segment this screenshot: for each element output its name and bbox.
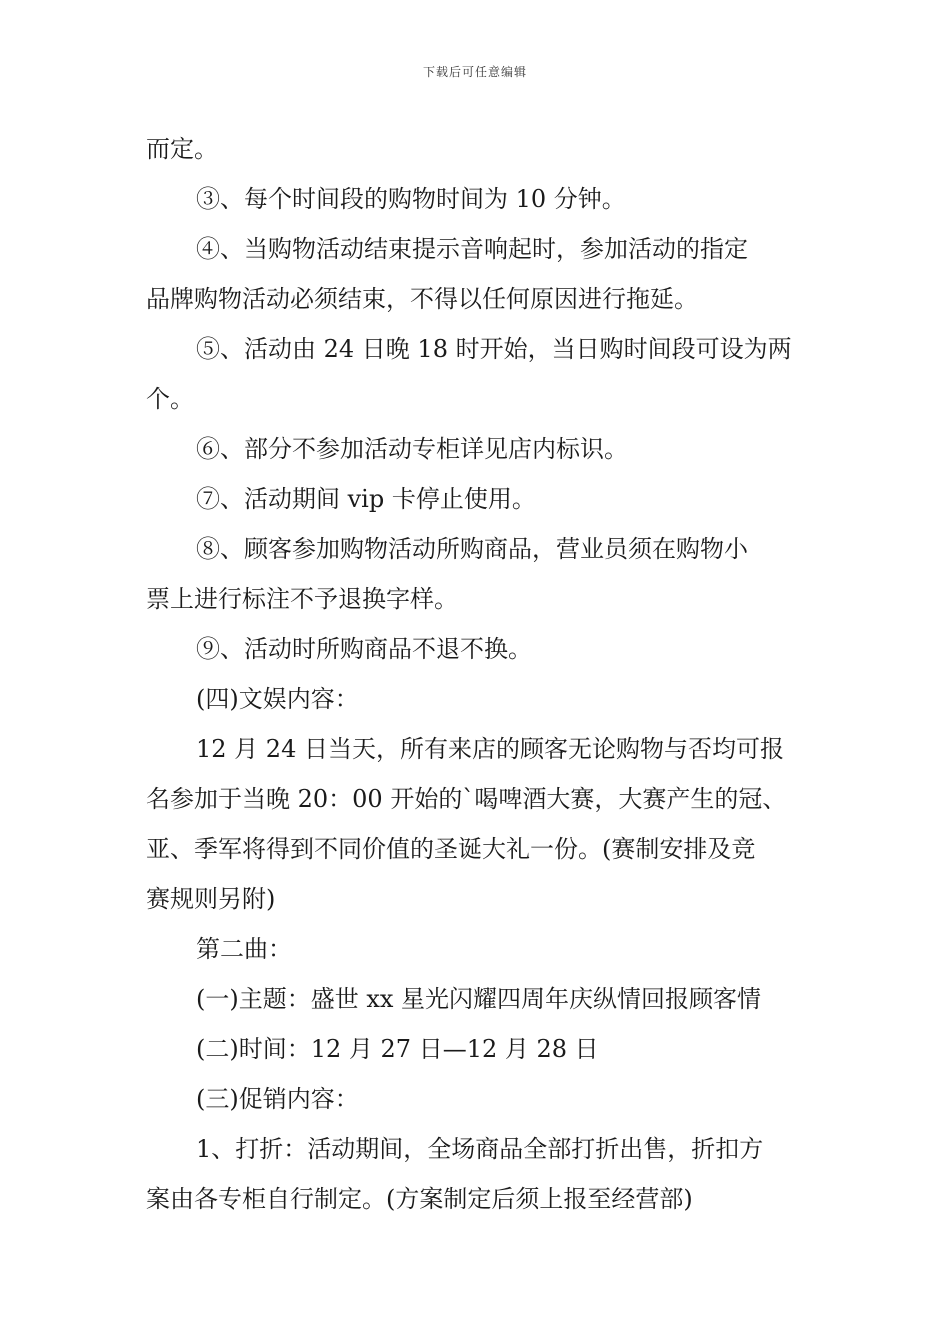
text-line: (三)促销内容： (196, 1085, 359, 1113)
page-header: 下载后可任意编辑 (422, 65, 527, 79)
text-line: 票上进行标注不予退换字样。 (146, 585, 458, 613)
text-line: ⑨、活动时所购商品不退不换。 (196, 635, 532, 663)
text-line: ④、当购物活动结束提示音响起时，参加活动的指定 (196, 235, 748, 263)
text-line: 而定。 (146, 135, 218, 163)
text-line: (一)主题：盛世 xx 星光闪耀四周年庆纵情回报顾客情 (196, 985, 762, 1013)
text-line: ⑤、活动由 24 日晚 18 时开始，当日购时间段可设为两 (196, 335, 792, 363)
text-line: 12 月 24 日当天，所有来店的顾客无论购物与否均可报 (196, 735, 784, 763)
text-line: 赛规则另附) (146, 885, 276, 913)
text-line: 品牌购物活动必须结束，不得以任何原因进行拖延。 (146, 285, 698, 313)
text-line: (四)文娱内容： (196, 685, 359, 713)
text-line: 个。 (146, 385, 194, 413)
text-line: (二)时间：12 月 27 日—12 月 28 日 (196, 1035, 599, 1063)
body-text (146, 124, 810, 1224)
text-line: ③、每个时间段的购物时间为 10 分钟。 (196, 185, 626, 213)
text-line: ⑥、部分不参加活动专柜详见店内标识。 (196, 435, 628, 463)
text-line: ⑦、活动期间 vip 卡停止使用。 (196, 485, 536, 513)
text-line: 案由各专柜自行制定。(方案制定后须上报至经营部) (146, 1185, 693, 1213)
text-line: 亚、季军将得到不同价值的圣诞大礼一份。(赛制安排及竞 (146, 835, 756, 863)
text-line: ⑧、顾客参加购物活动所购商品，营业员须在购物小 (196, 535, 748, 563)
text-line: 第二曲： (196, 935, 292, 963)
text-line: 1、打折：活动期间，全场商品全部打折出售，折扣方 (196, 1135, 764, 1163)
text-line: 名参加于当晚 20：00 开始的`喝啤酒大赛，大赛产生的冠、 (146, 785, 787, 813)
